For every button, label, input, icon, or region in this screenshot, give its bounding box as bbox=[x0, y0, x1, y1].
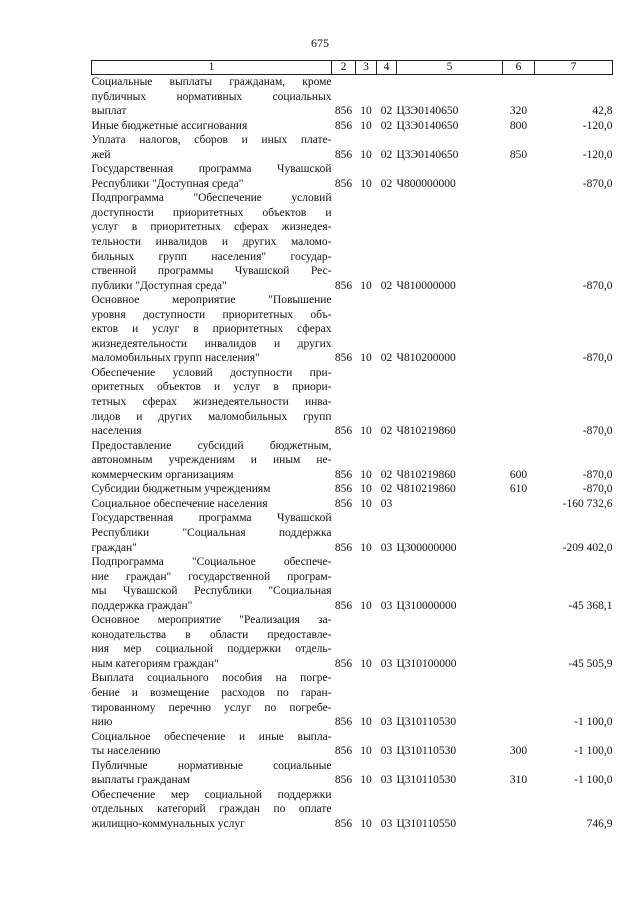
description-line: бение и возмещение расходов по гаран- bbox=[91, 686, 332, 699]
description-line: ектов и услуг в приоритетных сферах bbox=[91, 323, 332, 336]
admin-code: 856 bbox=[334, 817, 353, 830]
amount-value: -120,0 bbox=[582, 119, 613, 132]
table-row bbox=[92, 133, 613, 162]
description-line: Публичные нормативные социальные bbox=[91, 759, 332, 772]
amount-value: -160 732,6 bbox=[562, 497, 613, 510]
subsection-code: 03 bbox=[380, 745, 393, 758]
expense-type-code bbox=[503, 788, 535, 832]
column-header: 2 bbox=[332, 61, 356, 75]
target-article-code bbox=[397, 497, 503, 512]
amount-value: -870,0 bbox=[582, 352, 613, 365]
admin-code: 856 bbox=[334, 497, 353, 510]
table-row bbox=[92, 613, 613, 671]
row-description bbox=[92, 759, 332, 788]
amount-value: -870,0 bbox=[582, 177, 613, 190]
table-row bbox=[92, 497, 613, 512]
expense-type-code bbox=[503, 191, 535, 293]
column-header: 3 bbox=[356, 61, 377, 75]
description-line: жилищно-коммунальных услуг bbox=[91, 817, 245, 830]
description-line: тированному перечню услуг по погребе- bbox=[91, 701, 332, 714]
row-description bbox=[92, 133, 332, 162]
target-article-code: Ц3Э0140650 bbox=[396, 148, 459, 161]
description-line: поддержка граждан" bbox=[91, 599, 193, 612]
target-article-code: Ч810200000 bbox=[396, 352, 456, 365]
table-row bbox=[92, 730, 613, 759]
table-row bbox=[92, 119, 613, 134]
budget-table bbox=[91, 60, 613, 831]
expense-type-code bbox=[503, 162, 535, 191]
row-description bbox=[92, 293, 332, 366]
description-line: Социальное обеспечение населения bbox=[91, 497, 268, 510]
target-article-code: Ч810219860 bbox=[396, 483, 456, 496]
target-article-code: Ц310110550 bbox=[396, 817, 457, 830]
description-line: граждан" bbox=[91, 541, 137, 554]
description-line: Республики "Доступная среда" bbox=[91, 177, 244, 190]
row-description bbox=[92, 75, 332, 119]
expense-type-code bbox=[503, 366, 535, 439]
description-line: уровня доступности приоритетных объ- bbox=[91, 308, 332, 321]
admin-code: 856 bbox=[334, 279, 353, 292]
section-code: 10 bbox=[360, 657, 372, 670]
subsection-code: 02 bbox=[380, 468, 393, 481]
expense-type-code: 310 bbox=[509, 774, 528, 787]
subsection-code: 02 bbox=[380, 279, 393, 292]
subsection-code: 03 bbox=[380, 541, 393, 554]
section-code: 10 bbox=[360, 541, 372, 554]
description-line: Социальные выплаты гражданам, кроме bbox=[91, 76, 332, 88]
row-description bbox=[92, 162, 332, 191]
section-code: 10 bbox=[360, 468, 372, 481]
description-line: услуг в приоритетных сферах жизнедея- bbox=[91, 221, 332, 234]
description-line: тельности инвалидов и других маломо- bbox=[91, 236, 332, 249]
amount-value: -1 100,0 bbox=[574, 716, 613, 729]
table-header-row bbox=[92, 61, 613, 75]
admin-code: 856 bbox=[334, 716, 353, 729]
admin-code: 856 bbox=[334, 119, 353, 132]
description-line: выплаты гражданам bbox=[91, 774, 190, 787]
description-line: Субсидии бюджетным учреждениям bbox=[91, 483, 271, 496]
amount-value: 746,9 bbox=[586, 817, 613, 830]
amount-value: -870,0 bbox=[582, 425, 613, 438]
admin-code: 856 bbox=[334, 745, 353, 758]
table-row bbox=[92, 555, 613, 613]
amount-value: 42,8 bbox=[592, 105, 613, 118]
expense-type-code bbox=[503, 497, 535, 512]
subsection-code: 03 bbox=[380, 497, 393, 510]
amount-value: -870,0 bbox=[582, 279, 613, 292]
table-row bbox=[92, 759, 613, 788]
description-line: Основное мероприятие "Повышение bbox=[91, 294, 332, 307]
description-line: нию bbox=[91, 716, 113, 729]
expense-type-code: 850 bbox=[509, 148, 528, 161]
subsection-code: 03 bbox=[380, 599, 393, 612]
subsection-code: 02 bbox=[380, 148, 393, 161]
table-row bbox=[92, 788, 613, 832]
description-line: Иные бюджетные ассигнования bbox=[91, 119, 248, 132]
expense-type-code: 600 bbox=[509, 468, 528, 481]
table-row bbox=[92, 191, 613, 293]
target-article-code: Ц310110530 bbox=[396, 774, 457, 787]
subsection-code: 02 bbox=[380, 425, 393, 438]
admin-code: 856 bbox=[334, 657, 353, 670]
subsection-code: 03 bbox=[380, 817, 393, 830]
description-line: выплат bbox=[91, 105, 127, 118]
section-code: 10 bbox=[360, 105, 372, 118]
description-line: доступности приоритетных объектов и bbox=[91, 206, 332, 219]
admin-code: 856 bbox=[334, 483, 353, 496]
description-line: публики "Доступная среда" bbox=[91, 279, 227, 292]
amount-value: -120,0 bbox=[582, 148, 613, 161]
description-line: публичных нормативных социальных bbox=[91, 90, 332, 103]
row-description bbox=[92, 613, 332, 671]
section-code: 10 bbox=[360, 745, 372, 758]
description-line: ственной программы Чувашской Рес- bbox=[91, 265, 332, 278]
expense-type-code bbox=[503, 511, 535, 555]
admin-code: 856 bbox=[334, 599, 353, 612]
description-line: маломобильных групп населения" bbox=[91, 352, 260, 365]
target-article-code: Ц310110530 bbox=[396, 716, 457, 729]
section-code: 10 bbox=[360, 716, 372, 729]
amount-value: -870,0 bbox=[582, 483, 613, 496]
row-description bbox=[92, 730, 332, 759]
row-description bbox=[92, 788, 332, 832]
description-line: Социальное обеспечение и иные выпла- bbox=[91, 730, 332, 743]
amount-value: -1 100,0 bbox=[574, 774, 613, 787]
expense-type-code bbox=[503, 555, 535, 613]
subsection-code: 02 bbox=[380, 105, 393, 118]
description-line: ния мер социальной поддержки отдель- bbox=[91, 643, 332, 656]
amount-value: -45 368,1 bbox=[568, 599, 613, 612]
section-code: 10 bbox=[360, 599, 372, 612]
section-code: 10 bbox=[360, 774, 372, 787]
row-description bbox=[92, 366, 332, 439]
admin-code: 856 bbox=[334, 352, 353, 365]
amount-value: -45 505,9 bbox=[568, 657, 613, 670]
section-code: 10 bbox=[360, 425, 372, 438]
subsection-code: 02 bbox=[380, 119, 393, 132]
row-description bbox=[92, 191, 332, 293]
admin-code: 856 bbox=[334, 148, 353, 161]
description-line: Обеспечение условий доступности при- bbox=[91, 366, 332, 379]
subsection-code: 03 bbox=[380, 716, 393, 729]
expense-type-code: 800 bbox=[509, 119, 528, 132]
description-line: лидов и других маломобильных групп bbox=[91, 410, 332, 423]
expense-type-code: 320 bbox=[509, 105, 528, 118]
column-header: 5 bbox=[397, 61, 503, 75]
column-header: 7 bbox=[535, 61, 613, 75]
target-article-code: Ц310110530 bbox=[396, 745, 457, 758]
target-article-code: Ч810219860 bbox=[396, 468, 456, 481]
subsection-code: 02 bbox=[380, 177, 393, 190]
description-line: Республики "Социальная поддержка bbox=[91, 526, 332, 539]
target-article-code: Ц3Э0140650 bbox=[396, 105, 459, 118]
expense-type-code bbox=[503, 671, 535, 729]
admin-code: 856 bbox=[334, 541, 353, 554]
expense-type-code: 300 bbox=[509, 745, 528, 758]
table-row bbox=[92, 366, 613, 439]
admin-code: 856 bbox=[334, 774, 353, 787]
section-code: 10 bbox=[360, 148, 372, 161]
description-line: жизнедеятельности инвалидов и других bbox=[91, 337, 332, 350]
description-line: Государственная программа Чувашской bbox=[91, 512, 332, 525]
admin-code: 856 bbox=[334, 425, 353, 438]
row-description bbox=[92, 671, 332, 729]
amount-value: -209 402,0 bbox=[562, 541, 613, 554]
target-article-code: Ц3Э0140650 bbox=[396, 119, 459, 132]
description-line: ным категориям граждан" bbox=[91, 657, 219, 670]
subsection-code: 03 bbox=[380, 657, 393, 670]
target-article-code: Ч800000000 bbox=[396, 177, 456, 190]
description-line: тетных сферах жизнедеятельности инва- bbox=[91, 396, 332, 409]
table-row bbox=[92, 439, 613, 483]
subsection-code: 02 bbox=[380, 352, 393, 365]
row-description bbox=[92, 482, 332, 497]
section-code: 10 bbox=[360, 497, 372, 510]
description-line: Основное мероприятие "Реализация за- bbox=[91, 614, 332, 627]
description-line: отдельных категорий граждан по оплате bbox=[91, 803, 332, 816]
expense-type-code bbox=[503, 613, 535, 671]
section-code: 10 bbox=[360, 177, 372, 190]
description-line: бильных групп населения" государ- bbox=[91, 250, 332, 263]
column-header: 4 bbox=[377, 61, 397, 75]
table-row bbox=[92, 293, 613, 366]
table-row bbox=[92, 75, 613, 119]
description-line: Обеспечение мер социальной поддержки bbox=[91, 788, 332, 801]
expense-type-code bbox=[503, 293, 535, 366]
amount-value: -1 100,0 bbox=[574, 745, 613, 758]
description-line: конодательства в области предоставле- bbox=[91, 628, 332, 641]
description-line: Подпрограмма "Обеспечение условий bbox=[91, 192, 332, 205]
column-header: 6 bbox=[503, 61, 535, 75]
section-code: 10 bbox=[360, 817, 372, 830]
description-line: автономным учреждениям и иным не- bbox=[91, 454, 332, 467]
description-line: ты населению bbox=[91, 745, 161, 758]
amount-value: -870,0 bbox=[582, 468, 613, 481]
subsection-code: 03 bbox=[380, 774, 393, 787]
page-number: 675 bbox=[311, 36, 329, 50]
subsection-code: 02 bbox=[380, 483, 393, 496]
description-line: Государственная программа Чувашской bbox=[91, 163, 332, 176]
admin-code: 856 bbox=[334, 177, 353, 190]
section-code: 10 bbox=[360, 483, 372, 496]
row-description bbox=[92, 497, 332, 512]
table-row bbox=[92, 482, 613, 497]
target-article-code: Ц310000000 bbox=[396, 599, 457, 612]
admin-code: 856 bbox=[334, 468, 353, 481]
section-code: 10 bbox=[360, 279, 372, 292]
table-row bbox=[92, 162, 613, 191]
section-code: 10 bbox=[360, 119, 372, 132]
description-line: жей bbox=[91, 148, 111, 161]
table-row bbox=[92, 511, 613, 555]
description-line: Подпрограмма "Социальное обеспече- bbox=[91, 556, 332, 569]
description-line: оритетных объектов и услуг в приори- bbox=[91, 381, 332, 394]
description-line: Предоставление субсидий бюджетным, bbox=[91, 439, 332, 452]
row-description bbox=[92, 555, 332, 613]
description-line: населения bbox=[91, 425, 142, 438]
description-line: мы Чувашской Республики "Социальная bbox=[91, 585, 332, 598]
target-article-code: Ц300000000 bbox=[396, 541, 457, 554]
description-line: ние граждан" государственной програм- bbox=[91, 570, 332, 583]
row-description bbox=[92, 511, 332, 555]
description-line: Выплата социального пособия на погре- bbox=[91, 672, 332, 685]
row-description bbox=[92, 439, 332, 483]
table-row bbox=[92, 671, 613, 729]
section-code: 10 bbox=[360, 352, 372, 365]
description-line: коммерческим организациям bbox=[91, 468, 234, 481]
admin-code: 856 bbox=[334, 105, 353, 118]
target-article-code: Ц310100000 bbox=[396, 657, 457, 670]
row-description bbox=[92, 119, 332, 134]
description-line: Уплата налогов, сборов и иных плате- bbox=[91, 134, 332, 147]
expense-type-code: 610 bbox=[509, 483, 528, 496]
column-header: 1 bbox=[92, 61, 332, 75]
target-article-code: Ч810000000 bbox=[396, 279, 456, 292]
target-article-code: Ч810219860 bbox=[396, 425, 456, 438]
